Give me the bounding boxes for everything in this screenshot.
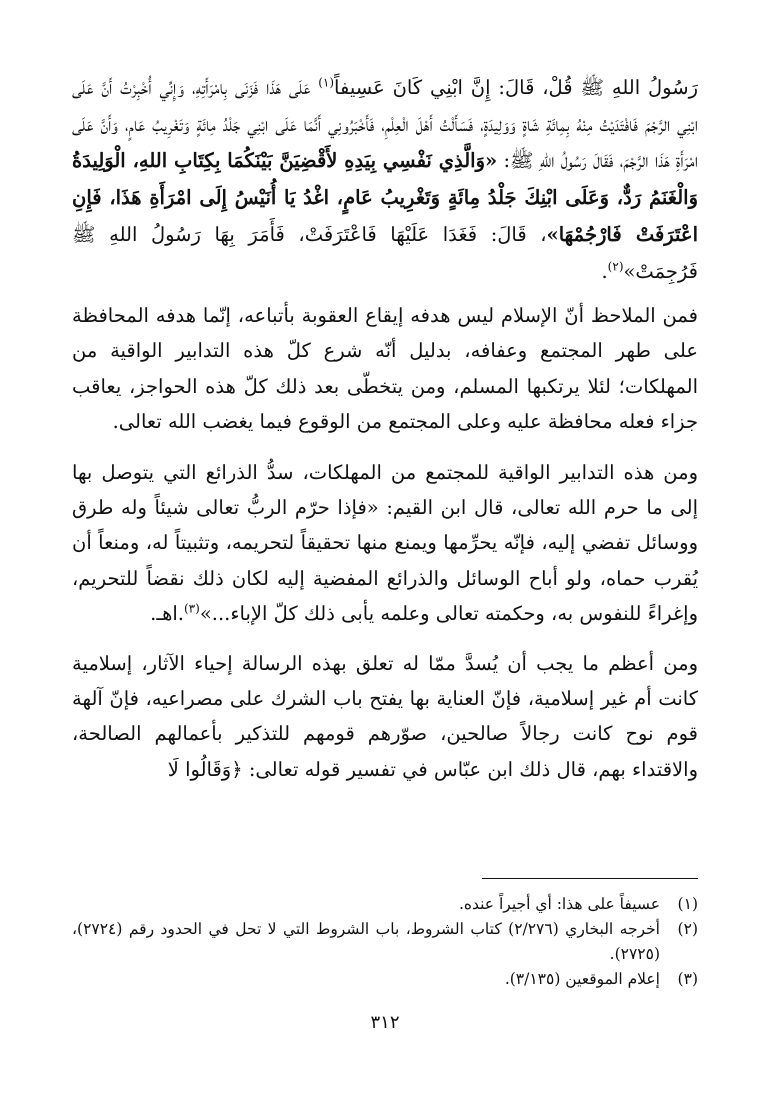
footnote-ref-2[interactable]: (٢) xyxy=(607,259,624,274)
page-number: ٣١٢ xyxy=(370,1012,400,1033)
footnote-2 xyxy=(72,917,698,967)
footnote-divider xyxy=(482,878,698,879)
footnote-text: عسيفاً على هذا: أي أجيراً عنده. xyxy=(458,895,660,913)
page xyxy=(72,70,698,1102)
hadith-quote-bold: «وَالَّذِي نَفْسِي بِيَدِهِ لأَقْضِيَنَّ بَيْنَكُمَا بِكِتَابِ اللهِ، الْوَلِيدَةُ وَالْغَنَمُ رَدٌّ، وَعَلَى ابْنِكَ جَلْدُ مِائَةٍ وَتَغْرِيبُ عَامٍ، اغْدُ يَا أُنَيْسُ إِلَى امْرَأَةِ هَذَا، فَإِنِ اعْتَرَفَتْ فَارْجُمْهَا» xyxy=(72,149,698,246)
hadith-text-tail: . xyxy=(601,259,608,283)
footnote-text: أخرجه البخاري (٢/٢٧٦) كتاب الشروط، باب الشروط التي لا تحل في الحدود رقم (٢٧٢٤)، (٢٧٢٥). xyxy=(72,920,660,963)
footnote-ref-3[interactable]: (٣) xyxy=(183,601,200,616)
footnote-ref-1[interactable]: (١) xyxy=(318,75,335,90)
paragraph-preventive-text: ومن هذه التدابير الواقية للمجتمع من المهلكات، سدُّ الذرائع التي يتوصل بها إلى ما حرم الله تعالى، قال ابن القيم: «فإذا حرّم الربُّ تعالى شيئاً وله طرق ووسائل تفضي إليه، فإنّه يحرِّمها ويمنع منها تحقيقاً لتحريمه، وتثبيتاً له، ومنعاً أن يُقرب حماه، ولو أباح الوسائل والذرائع المفضية إليه لكان ذلك نقضاً للتحريم، وإغراءً للنفوس به، وحكمته تعالى وعلمه يأبى ذلك كلّ الإباء...» xyxy=(72,461,698,625)
footnote-number: (٢) xyxy=(677,920,698,938)
hadith-paragraph xyxy=(72,70,698,290)
footnote-1 xyxy=(72,892,698,917)
paragraph-reviving-relics: ومن أعظم ما يجب أن يُسدَّ ممّا له تعلق بهذه الرسالة إحياء الآثار، إسلامية كانت أم غير إسلامية، فإنّ العناية بها يفتح باب الشرك على مصراعيه، فإنّ آلهة قوم نوح كانت رجالاً صالحين، صوّرهم قومهم للتذكير بأعمالهم الصالحة، والاقتداء بهم، قال ذلك ابن عبّاس في تفسير قوله تعالى: ﴿وَقَالُوا لَا xyxy=(72,652,698,781)
hadith-text-start: رَسُولُ اللهِ ﷺ قُلْ، قَالَ: إِنَّ ابْنِي كَانَ عَسِيفاً xyxy=(334,76,698,99)
hadith-text-middle: عَلَى هَذَا فَزَنَى بِامْرَأَتِهِ، وَإِنِّي أُخْبِرْتُ أَنَّ عَلَى ابْنِي الرَّجْمَ فَافْتَدَيْتُ مِنْهُ بِمِائَةِ شَاةٍ وَوَلِيدَةٍ، فَسَأَلْتُ أَهْلَ الْعِلْمِ، فَأَخْبَرُونِي أَنَّمَا عَلَى ابْنِي جَلْدُ مِائَةٍ وَتَغْرِيبُ عَامٍ، وَأَنَّ عَلَى امْرَأَةِ هَذَا الرَّجْمَ، فَقَالَ رَسُولُ اللهِ ﷺ: xyxy=(72,76,698,173)
paragraph-preventive-measures xyxy=(72,455,698,631)
footnote-number: (١) xyxy=(677,895,698,913)
footnotes-section xyxy=(72,892,698,992)
footnote-text: إعلام الموقعين (٣/١٣٥). xyxy=(504,970,660,988)
paragraph-preventive-tail: .اهـ. xyxy=(150,601,184,625)
hadith-text-end: ، قَالَ: فَغَدَا عَلَيْهَا فَاعْتَرَفَتْ، فَأَمَرَ بِهَا رَسُولُ اللهِ ﷺ فَرُجِمَتْ» xyxy=(72,222,698,283)
paragraph-islam-purpose: فمن الملاحظ أنّ الإسلام ليس هدفه إيقاع العقوبة بأتباعه، إنّما هدفه المحافظة على طهر المجتمع وعفافه، بدليل أنّه شرع كلّ هذه التدابير الواقية من المهلكات؛ لئلا يرتكبها المسلم، ومن يتخطّى بعد ذلك كلّ هذه الحواجز، يعاقب جزاء فعله محافظة عليه وعلى المجتمع من الوقوع فيما يغضب الله تعالى. xyxy=(72,304,698,433)
footnote-3 xyxy=(72,967,698,992)
footnote-number: (٣) xyxy=(677,970,698,988)
